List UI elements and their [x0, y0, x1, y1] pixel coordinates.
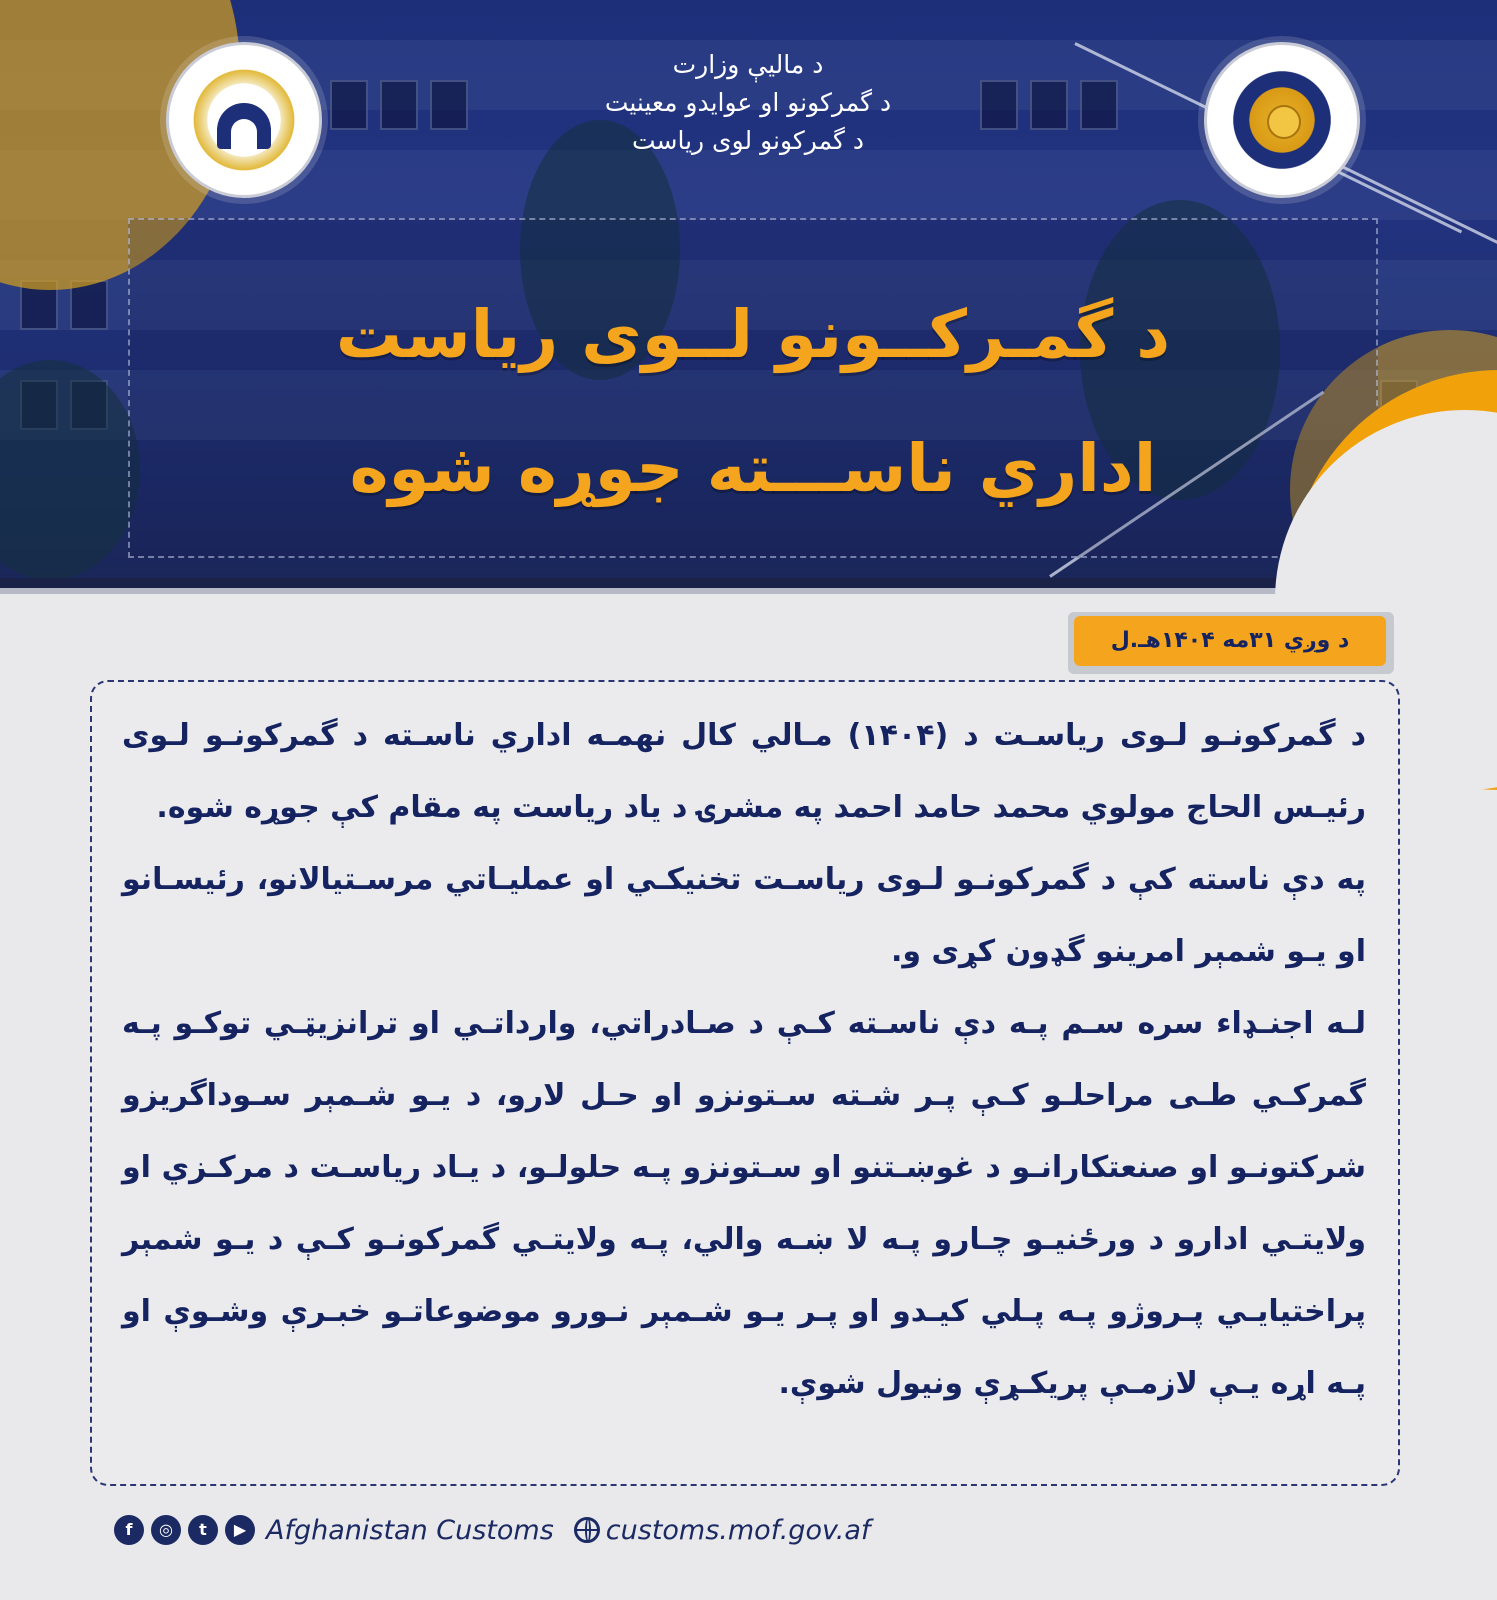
paragraph: په دې ناسته کې د گمرکونـو لـوی ریاسـت تخنیکـي او عملیـاتي مرسـتیالانو، رئیسـانو او یـو شمېر امرینو گډون کړی و. — [122, 862, 1366, 969]
page-title — [128, 268, 1378, 536]
building-window — [380, 80, 418, 130]
paragraph: د گمرکونـو لـوی ریاسـت د (۱۴۰۴) مـالي کال نهمـه اداري ناسـته د گمرکونـو لـوی رئیـس الحاج مولوي محمد حامد احمد په مشرۍ د یاد ریاست په مقام کې جوړه شوه. — [122, 718, 1366, 825]
coin-icon — [1267, 105, 1301, 139]
ministry-line: د ماليې وزارت — [672, 50, 824, 79]
logo-gate-icon — [231, 119, 257, 149]
building-window — [1030, 80, 1068, 130]
article-body — [122, 700, 1366, 1420]
paragraph: لـه اجنـډاء سره سـم پـه دې ناسـته کـې د صـادراتي، وارداتـي او ترانزیټـي توکـو پـه گمرکـي طـی مراحلـو کـې پـر شـته سـتونزو او حـل لارو، د یـو شـمېر سـوداگریزو شرکتونـو او صنعتکارانـو د غوښـتنو او سـتونزو پـه حلولـو، د یـاد ریاسـت د مرکـزي او ولایتـي ادارو د ورځنیـو چـارو پـه لا ښـه والي، پـه ولایتـي گمرکونـو کـې د یـو شمېر پراختیایـي پـروژو پـه پـلي کیـدو او پـر یـو شـمېر نـورو موضوعاتـو خبـرې وشـوې او پـه اړه یـې لازمـې پریکـړې ونیول شوې. — [122, 1006, 1366, 1401]
footer — [114, 1510, 884, 1550]
instagram-icon[interactable]: ◎ — [151, 1515, 181, 1545]
directorate-line: د گمرکونو لوی ریاست — [631, 126, 865, 155]
youtube-icon[interactable]: ▶ — [225, 1515, 255, 1545]
hero-divider-light — [0, 588, 1497, 594]
building-window — [980, 80, 1018, 130]
globe-icon — [574, 1517, 600, 1543]
building-window — [330, 80, 368, 130]
ministry-of-finance-logo — [1204, 42, 1360, 198]
customs-department-logo — [166, 42, 322, 198]
building-window — [430, 80, 468, 130]
deputy-ministry-line: د گمرکونو او عوایدو معینیت — [604, 88, 892, 117]
hero-banner — [0, 0, 1497, 590]
title-line-2: اداري ناســـته جوړه شوه — [349, 430, 1157, 507]
building-window — [1080, 80, 1118, 130]
website-link[interactable]: customs.mof.gov.af — [605, 1514, 871, 1546]
brand-name: Afghanistan Customs — [266, 1514, 554, 1546]
ministry-header — [548, 46, 948, 160]
twitter-icon[interactable]: t — [188, 1515, 218, 1545]
title-line-1: د گمـرکــونو لــوی ریاست — [335, 296, 1171, 373]
date-badge: د وږي ۳۱مه ۱۴۰۴هـ.ل — [1074, 616, 1386, 666]
facebook-icon[interactable]: f — [114, 1515, 144, 1545]
